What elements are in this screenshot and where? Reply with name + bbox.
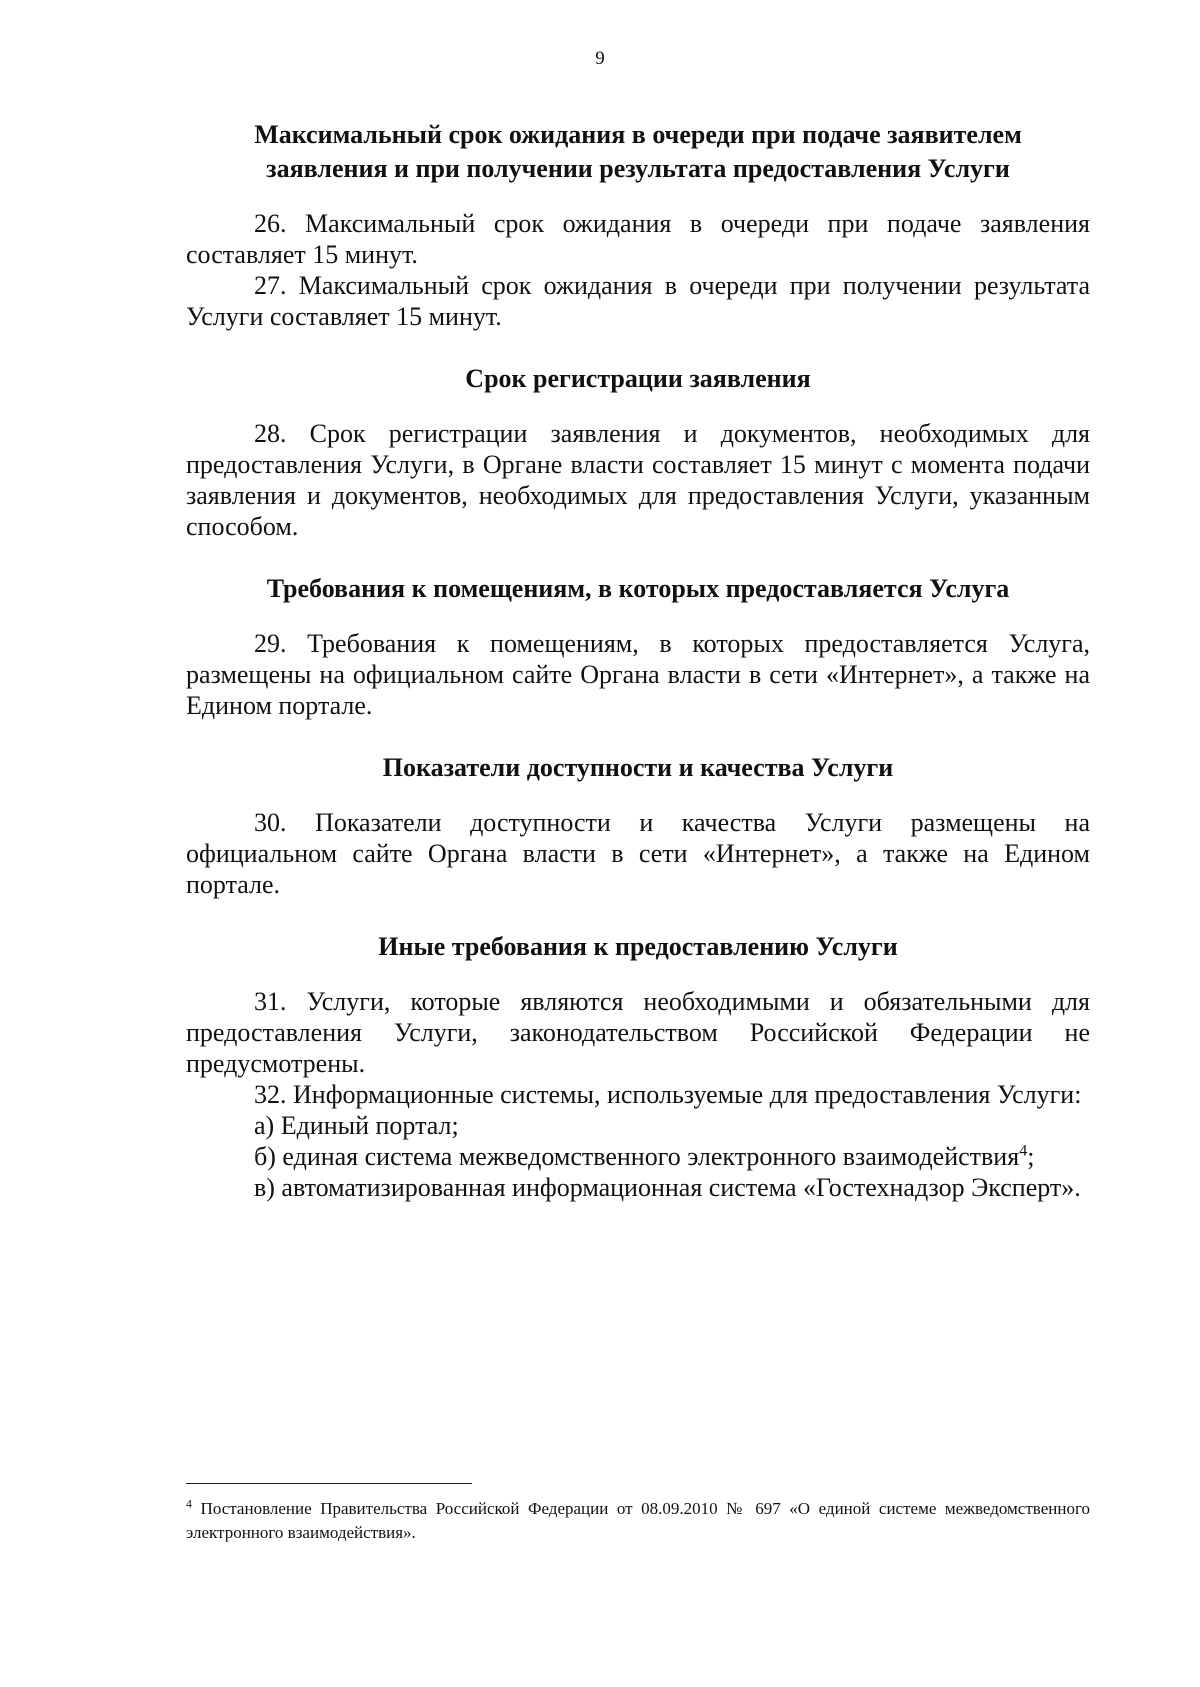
- paragraph-28: 28. Срок регистрации заявления и документов, необходимых для предоставления Услуги, в Органе власти составляет 15 минут с момента подачи заявления и документов, необходимых для предоставления Услуги, указанным способом.: [186, 419, 1090, 541]
- list-item-b: [186, 1141, 1090, 1172]
- section-heading-registration: Срок регистрации заявления: [465, 364, 811, 393]
- footnote-marker: 4: [186, 1496, 192, 1511]
- section-heading-premises: Требования к помещениям, в которых предоставляется Услуга: [266, 574, 1010, 603]
- list-item-a: а) Единый портал;: [254, 1111, 459, 1140]
- section-heading-quality: Показатели доступности и качества Услуги: [382, 753, 894, 782]
- paragraph-30: 30. Показатели доступности и качества Услуги размещены на официальном сайте Органа власти в сети «Интернет», а также на Едином портале.: [186, 808, 1090, 899]
- document-body: [186, 118, 1090, 1203]
- paragraph-32: 32. Информационные системы, используемые для предоставления Услуги:: [254, 1080, 1082, 1109]
- list-item-c: в) автоматизированная информационная система «Гостехнадзор Эксперт».: [254, 1173, 1081, 1202]
- page-number: 9: [595, 48, 605, 69]
- section-heading-other-requirements: Иные требования к предоставлению Услуги: [378, 932, 898, 961]
- footnote-text: Постановление Правительства Российской Федерации от 08.09.2010 № 697 «О единой системе межведомственного электронного взаимодействия».: [186, 1499, 1090, 1542]
- footnote-separator: [186, 1483, 472, 1484]
- paragraph-26: 26. Максимальный срок ожидания в очереди при подаче заявления составляет 15 минут.: [186, 209, 1090, 269]
- section-heading-queue-time: Максимальный срок ожидания в очереди при подаче заявителем заявления и при получении результата предоставления Услуги: [254, 120, 1022, 183]
- list-item-b-tail: ;: [1027, 1142, 1035, 1171]
- paragraph-29: 29. Требования к помещениям, в которых предоставляется Услуга, размещены на официальном сайте Органа власти в сети «Интернет», а также на Едином портале.: [186, 629, 1090, 720]
- footnote-reference[interactable]: 4: [1019, 1142, 1028, 1160]
- footnote: [186, 1497, 1090, 1545]
- list-item-b-text: б) единая система межведомственного электронного взаимодействия: [254, 1142, 1020, 1171]
- paragraph-31: 31. Услуги, которые являются необходимыми и обязательными для предоставления Услуги, законодательством Российской Федерации не предусмотрены.: [186, 987, 1090, 1078]
- paragraph-27: 27. Максимальный срок ожидания в очереди при получении результата Услуги составляет 15 минут.: [186, 271, 1090, 331]
